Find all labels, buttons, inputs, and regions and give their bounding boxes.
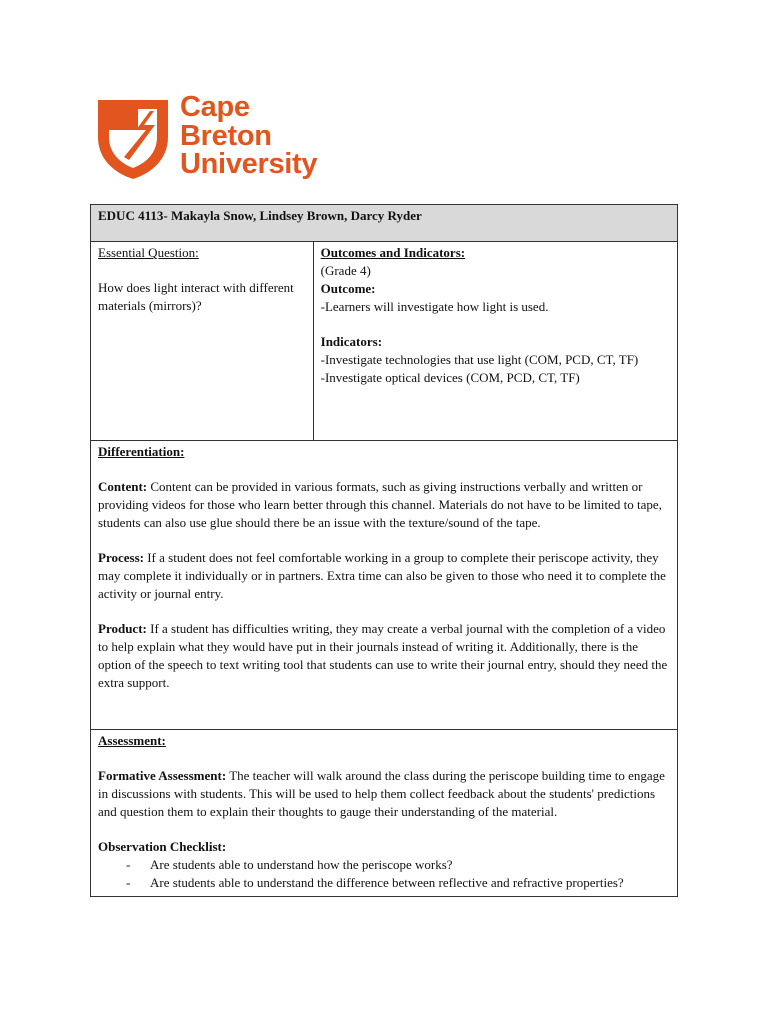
logo-wordmark	[180, 93, 317, 179]
process-label: Process:	[98, 550, 144, 565]
formative-label: Formative Assessment:	[98, 768, 227, 783]
formative-text: The teacher will walk around the class during the periscope building time to engage in discussions with students. This will be used to help them collect feedback about the students' predictions and question them to explain their thoughts to gauge their understanding of the material.	[98, 768, 665, 819]
outcomes-heading: Outcomes and Indicators:	[320, 245, 466, 260]
list-item: - Are students able to understand the difference between reflective and refractive properties?	[126, 874, 670, 892]
logo-line-breton: Breton	[180, 119, 272, 152]
list-item: - Are students able to understand how the periscope works?	[126, 856, 670, 874]
assessment-row	[91, 730, 678, 897]
assessment-heading: Assessment:	[98, 733, 166, 748]
outcomes-cell	[313, 242, 677, 441]
formative-paragraph	[98, 767, 670, 821]
differentiation-heading: Differentiation:	[98, 444, 185, 459]
process-paragraph	[98, 549, 670, 603]
outcome-label: Outcome:	[320, 281, 376, 296]
header-row	[91, 205, 678, 242]
essential-question-heading: Essential Question:	[98, 245, 199, 260]
indicator-2: -Investigate optical devices (COM, PCD, CT, TF)	[320, 370, 580, 385]
product-label: Product:	[98, 621, 147, 636]
question-outcomes-row	[91, 242, 678, 441]
shield-logo-icon	[94, 97, 172, 181]
differentiation-cell	[91, 441, 678, 730]
checklist-label: Observation Checklist:	[98, 839, 227, 854]
indicator-1: -Investigate technologies that use light (COM, PCD, CT, TF)	[320, 352, 639, 367]
essential-question-cell	[91, 242, 314, 441]
content-text: Content can be provided in various formats, such as giving instructions verbally and written or providing videos for those who learn better through this channel. Materials do not have to be limited to tape, students can also use glue should there be an issue with the texture/sound of the tape.	[98, 479, 662, 530]
course-header: EDUC 4113- Makayla Snow, Lindsey Brown, Darcy Ryder	[91, 205, 678, 242]
logo-line-cape: Cape	[180, 91, 250, 123]
product-text: If a student has difficulties writing, they may create a verbal journal with the completion of a video to help explain what they would have put in their journals instead of writing it. Additionally, there is the option of the speech to text writing tool that students can use to write their journal entry, should they need the extra support.	[98, 621, 668, 690]
content-paragraph	[98, 478, 670, 532]
indicators-label: Indicators:	[320, 334, 383, 349]
content-label: Content:	[98, 479, 148, 494]
cape-breton-university-logo	[94, 91, 318, 181]
product-paragraph	[98, 620, 670, 692]
essential-question-text: How does light interact with different materials (mirrors)?	[98, 280, 294, 313]
assessment-cell	[91, 730, 678, 897]
grade-text: (Grade 4)	[320, 263, 371, 278]
process-text: If a student does not feel comfortable working in a group to complete their periscope activity, they may complete it individually or in partners. Extra time can also be given to those who need it to complete the activity or journal entry.	[98, 550, 666, 601]
observation-checklist	[98, 856, 670, 892]
lesson-plan-table	[90, 204, 678, 897]
outcome-text: -Learners will investigate how light is used.	[320, 299, 549, 314]
differentiation-row	[91, 441, 678, 730]
logo-line-university: University	[180, 148, 318, 180]
